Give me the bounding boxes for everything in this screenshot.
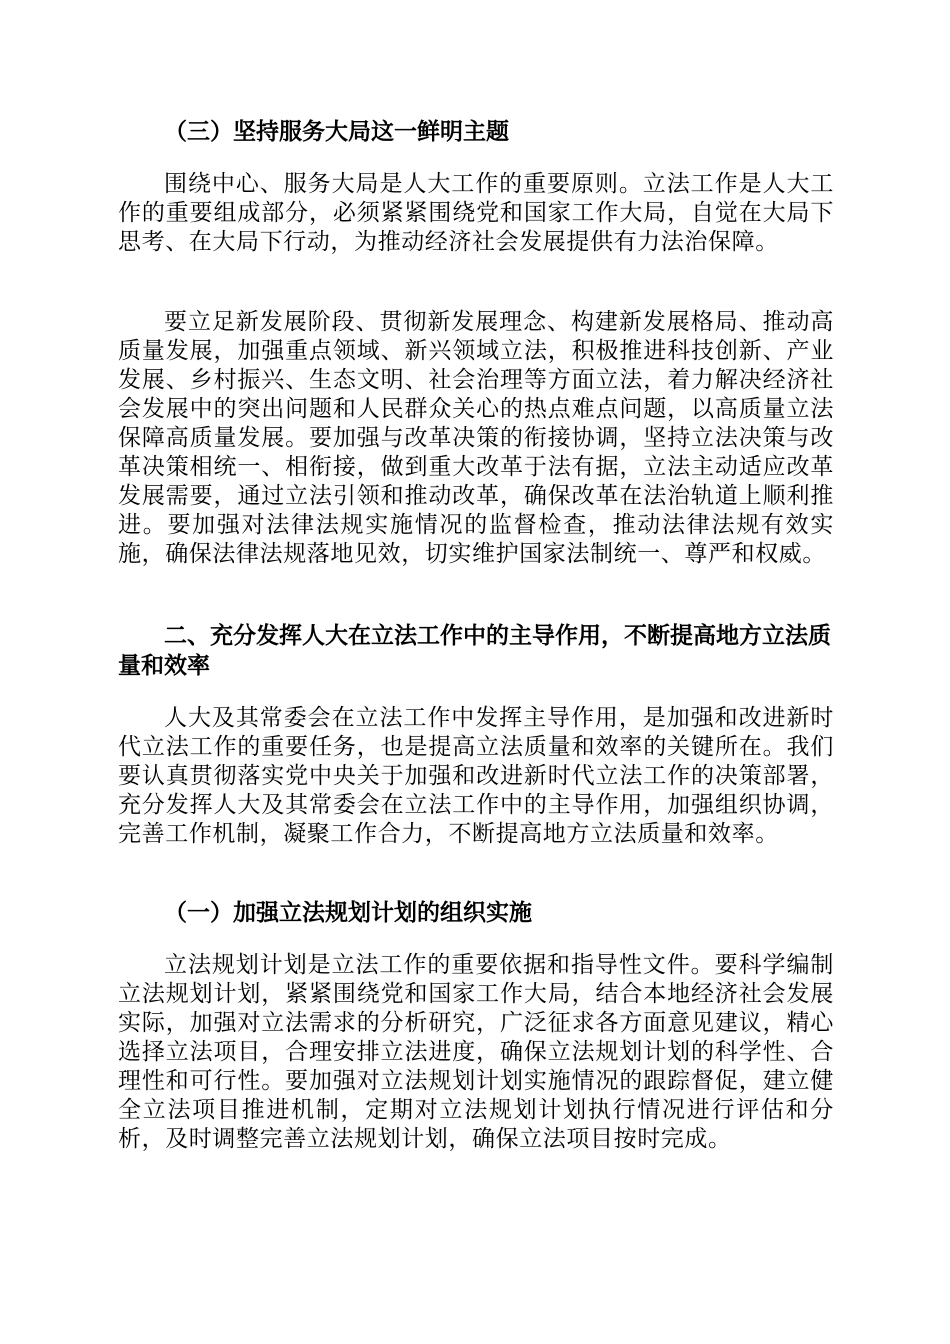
- section-heading-one: （一）加强立法规划计划的组织实施: [164, 899, 532, 926]
- paragraph-new-development: 要立足新发展阶段、贯彻新发展理念、构建新发展格局、推动高质量发展，加强重点领域、新兴领域立法，积极推进科技创新、产业发展、乡村振兴、生态文明、社会治理等方面立法，着力解决经济社会发展中的突出问题和人民群众关心的热点难点问题，以高质量立法保障高质量发展。要加强与改革决策的衔接协调，坚持立法决策与改革决策相统一、相衔接，做到重大改革于法有据，立法主动适应改革发展需要，通过立法引领和推动改革，确保改革在法治轨道上顺利推进。要加强对法律法规实施情况的监督检查，推动法律法规有效实施，确保法律法规落地见效，切实维护国家法制统一、尊严和权威。: [118, 309, 834, 567]
- chapter-heading-two: 二、充分发挥人大在立法工作中的主导作用，不断提高地方立法质量和效率: [118, 622, 831, 679]
- paragraph-serve-overall: 围绕中心、服务大局是人大工作的重要原则。立法工作是人大工作的重要组成部分，必须紧紧围绕党和国家工作大局，自觉在大局下思考、在大局下行动，为推动经济社会发展提供有力法治保障。: [118, 171, 834, 255]
- paragraph-legislative-plan: 立法规划计划是立法工作的重要依据和指导性文件。要科学编制立法规划计划，紧紧围绕党和国家工作大局，结合本地经济社会发展实际，加强对立法需求的分析研究，广泛征求各方面意见建议，精心选择立法项目，合理安排立法进度，确保立法规划计划的科学性、合理性和可行性。要加强对立法规划计划实施情况的跟踪督促，建立健全立法项目推进机制，定期对立法规划计划执行情况进行评估和分析，及时调整完善立法规划计划，确保立法项目按时完成。: [118, 952, 834, 1152]
- paragraph-leading-role: 人大及其常委会在立法工作中发挥主导作用，是加强和改进新时代立法工作的重要任务，也是提高立法质量和效率的关键所在。我们要认真贯彻落实党中央关于加强和改进新时代立法工作的决策部署，充分发挥人大及其常委会在立法工作中的主导作用，加强组织协调，完善工作机制，凝聚工作合力，不断提高地方立法质量和效率。: [118, 705, 834, 847]
- section-heading-three: （三）坚持服务大局这一鲜明主题: [164, 118, 509, 145]
